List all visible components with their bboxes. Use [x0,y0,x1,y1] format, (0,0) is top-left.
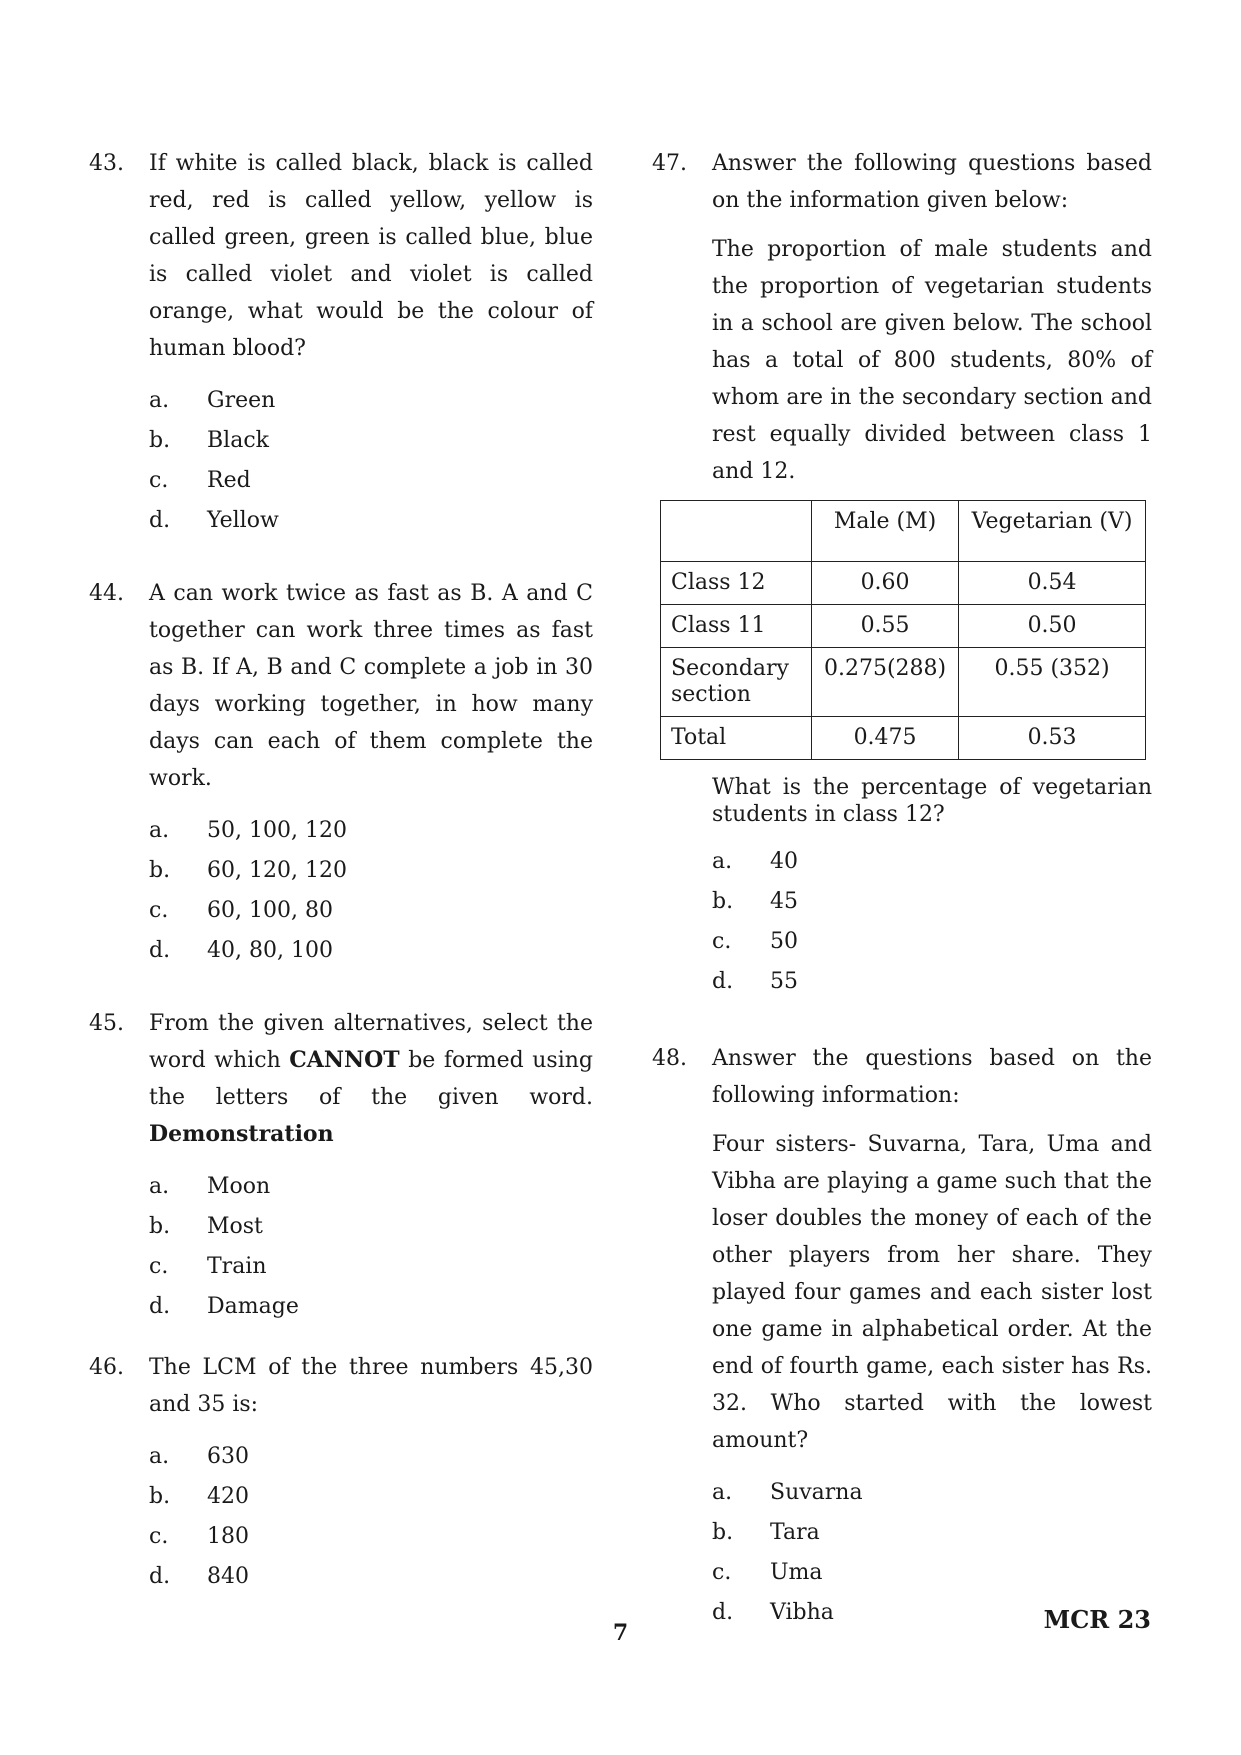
table-row [661,717,1146,760]
question-47 [652,145,1152,1002]
option-text: 60, 100, 80 [207,898,333,923]
option-text: Tara [770,1520,820,1545]
option-text: Red [207,468,251,493]
option-text: 420 [207,1484,249,1509]
option-c[interactable] [712,922,1152,962]
option-letter: c. [149,898,169,923]
table-cell: 0.275(288) [812,648,959,717]
table-cell: Class 12 [661,562,812,605]
table-header-cell: Vegetarian (V) [959,501,1146,562]
question-45 [89,1005,593,1327]
option-letter: d. [712,1600,734,1625]
option-text: 630 [207,1444,249,1469]
option-letter: b. [712,1520,734,1545]
question-text-after: be formed using the letters of the given word. [149,1048,593,1110]
option-text: Uma [770,1560,823,1585]
option-text: Yellow [207,508,279,533]
question-text: If white is called black, black is called red, red is called yellow, yellow is called green, green is called blue, blue is called violet and violet is called orange, what would be the colour of human blood? [149,151,593,361]
question-intro: Answer the following questions based on the information given below: [712,151,1152,213]
option-text: Black [207,428,269,453]
option-letter: b. [149,858,171,883]
question-43 [89,145,593,541]
option-letter: b. [712,889,734,914]
table-header-cell [661,501,812,562]
table-cell: 0.55 (352) [959,648,1146,717]
question-number: 47. [652,151,687,176]
option-d[interactable] [149,1557,593,1597]
option-text: Most [207,1214,263,1239]
table-cell: 0.54 [959,562,1146,605]
table-cell: 0.50 [959,605,1146,648]
given-word: Demonstration [149,1121,334,1147]
option-letter: c. [712,1560,732,1585]
options-list [149,1437,593,1597]
option-text: Damage [207,1294,299,1319]
option-letter: c. [149,1254,169,1279]
option-text: 60, 120, 120 [207,858,347,883]
table-row [661,605,1146,648]
option-letter: a. [712,849,733,874]
page-number: 7 [612,1620,629,1646]
option-text: 55 [770,969,798,994]
question-paragraph: The proportion of male students and the proportion of vegetarian students in a school are given below. The school has a total of 800 students, 80% of whom are in the secondary section and rest equally divided between class 1 and 12. [712,237,1152,484]
question-number: 44. [89,581,124,606]
option-b[interactable] [712,1513,1152,1553]
option-letter: b. [149,428,171,453]
option-d[interactable] [149,501,593,541]
table-cell: 0.55 [812,605,959,648]
option-c[interactable] [712,1553,1152,1593]
options-list [149,811,593,971]
question-text [149,1005,593,1153]
option-a[interactable] [712,1473,1152,1513]
question-text-before: From the given alternatives, select the word which [149,1011,593,1073]
question-text: What is the percentage of vegetarian students in class 12? [712,775,1152,827]
option-c[interactable] [149,891,593,931]
question-text: The LCM of the three numbers 45,30 and 35 is: [149,1355,593,1417]
question-46 [89,1349,593,1597]
left-column [89,145,593,1597]
option-d[interactable] [712,962,1152,1002]
option-letter: c. [149,468,169,493]
option-text: 40 [770,849,798,874]
table-cell: 0.60 [812,562,959,605]
option-b[interactable] [712,882,1152,922]
option-text: 840 [207,1564,249,1589]
emphasis-cannot: CANNOT [289,1047,400,1073]
option-text: Train [207,1254,267,1279]
option-letter: c. [712,929,732,954]
data-table [660,500,1146,760]
option-b[interactable] [149,1477,593,1517]
option-text: 50 [770,929,798,954]
option-c[interactable] [149,461,593,501]
option-text: 180 [207,1524,249,1549]
question-text: A can work twice as fast as B. A and C together can work three times as fast as B. If A, B and C complete a job in 30 days working together, in how many days can each of them complete the work. [149,581,593,791]
question-number: 46. [89,1355,124,1380]
option-text: 45 [770,889,798,914]
option-text: Vibha [770,1600,834,1625]
options-list [149,381,593,541]
option-letter: d. [149,1294,171,1319]
right-column [652,145,1152,1633]
option-b[interactable] [149,851,593,891]
question-48 [652,1040,1152,1633]
table-cell: Class 11 [661,605,812,648]
option-a[interactable] [149,1437,593,1477]
option-letter: a. [149,818,170,843]
option-d[interactable] [149,1287,593,1327]
question-number: 43. [89,151,124,176]
option-letter: d. [149,508,171,533]
paper-code: MCR 23 [1043,1605,1151,1634]
question-paragraph: Four sisters- Suvarna, Tara, Uma and Vibha are playing a game such that the loser doubles the money of each of the other players from her share. They played four games and each sister lost one game in alphabetical order. At the end of fourth game, each sister has Rs. 32. Who started with the lowest amount? [712,1132,1152,1453]
option-a[interactable] [149,381,593,421]
option-letter: b. [149,1214,171,1239]
question-44 [89,575,593,971]
table-cell: 0.53 [959,717,1146,760]
option-letter: d. [149,938,171,963]
option-c[interactable] [149,1247,593,1287]
option-a[interactable] [149,1167,593,1207]
option-letter: d. [712,969,734,994]
table-header-row [661,501,1146,562]
table-row [661,562,1146,605]
option-text: 50, 100, 120 [207,818,347,843]
option-letter: a. [149,1444,170,1469]
options-list [712,842,1152,1002]
option-letter: c. [149,1524,169,1549]
option-letter: a. [149,1174,170,1199]
question-number: 48. [652,1046,687,1071]
option-d[interactable] [149,931,593,971]
question-intro: Answer the questions based on the following information: [712,1046,1152,1108]
option-a[interactable] [149,811,593,851]
option-text: Moon [207,1174,271,1199]
option-letter: d. [149,1564,171,1589]
option-text: Suvarna [770,1480,863,1505]
option-text: 40, 80, 100 [207,938,333,963]
table-cell: Secondary section [661,648,812,717]
table-header-cell: Male (M) [812,501,959,562]
option-a[interactable] [712,842,1152,882]
option-letter: b. [149,1484,171,1509]
table-cell: Total [661,717,812,760]
option-letter: a. [712,1480,733,1505]
option-text: Green [207,388,276,413]
option-b[interactable] [149,421,593,461]
question-number: 45. [89,1011,124,1036]
option-c[interactable] [149,1517,593,1557]
options-list [149,1167,593,1327]
option-b[interactable] [149,1207,593,1247]
table-cell: 0.475 [812,717,959,760]
table-row [661,648,1146,717]
option-letter: a. [149,388,170,413]
